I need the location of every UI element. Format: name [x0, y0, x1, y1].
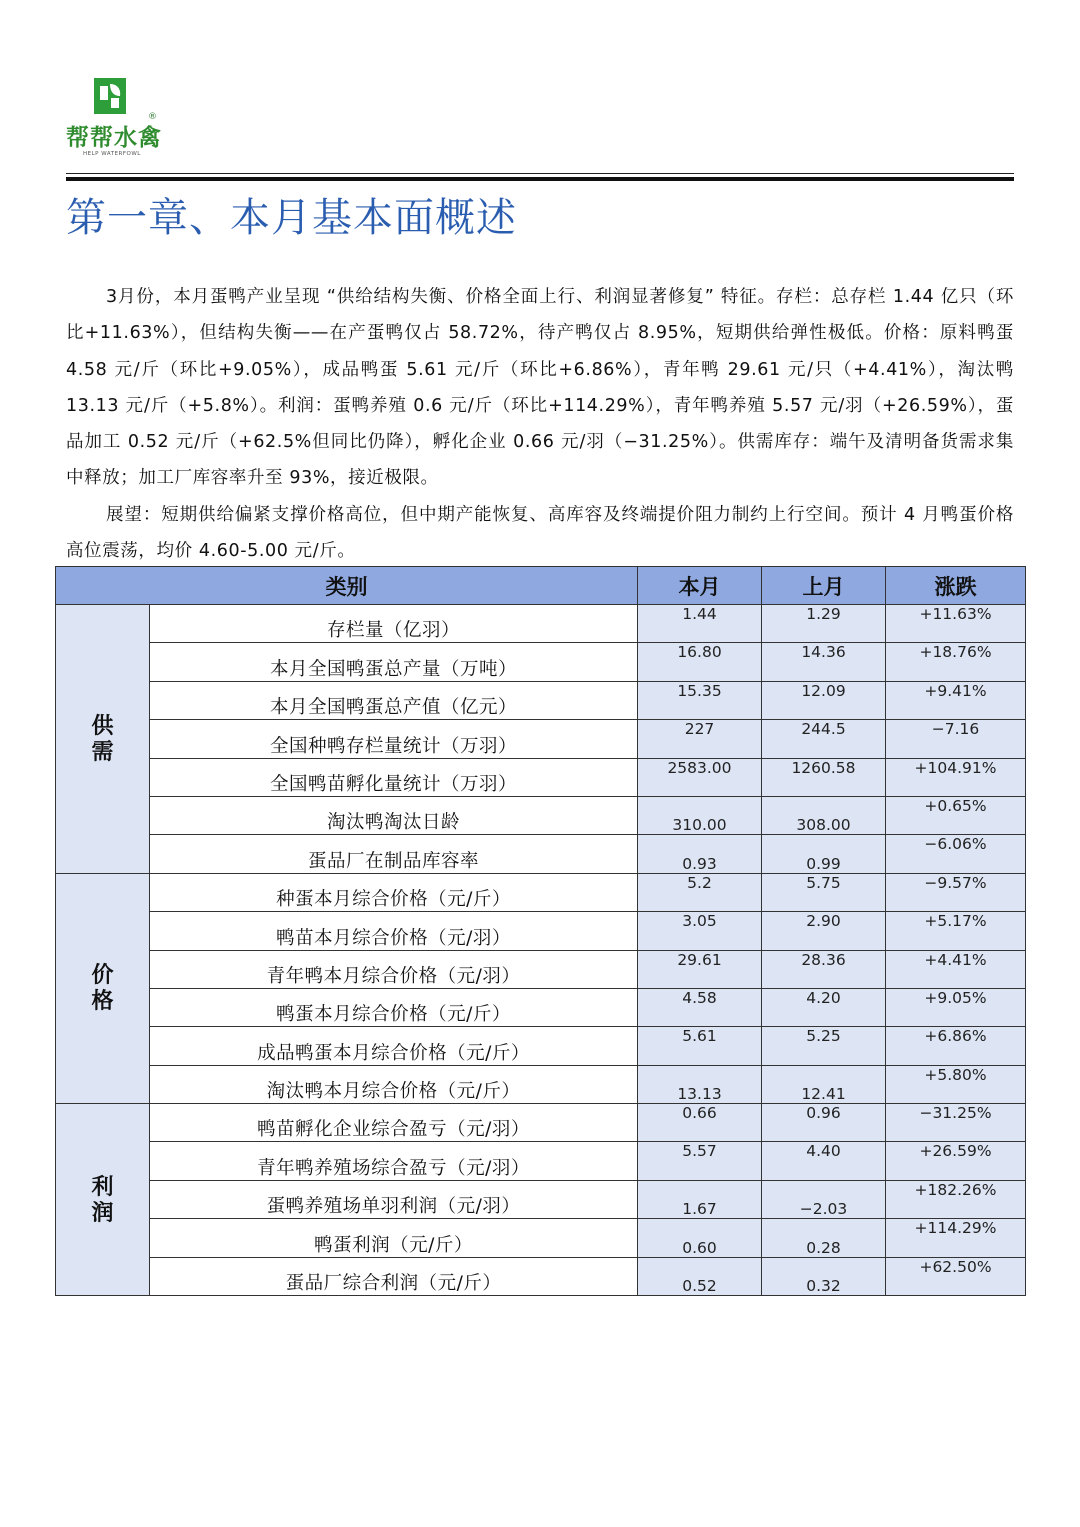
- current-cell: 13.13: [638, 1065, 762, 1103]
- item-cell: 存栏量（亿羽）: [150, 605, 638, 643]
- outlook-paragraph: 展望：短期供给偏紧支撑价格高位，但中期产能恢复、高库容及终端提价阻力制约上行空间。预计 4 月鸭蛋价格高位震荡，均价 4.60-5.00 元/斤。: [66, 505, 1014, 562]
- change-cell: +182.26%: [886, 1180, 1026, 1218]
- item-cell: 蛋品厂综合利润（元/斤）: [150, 1257, 638, 1295]
- current-cell: 227: [638, 720, 762, 758]
- item-cell: 鸭蛋本月综合价格（元/斤）: [150, 988, 638, 1026]
- table-row: [56, 988, 1026, 1026]
- current-cell: 5.57: [638, 1142, 762, 1180]
- table-row: [56, 835, 1026, 873]
- change-cell: −6.06%: [886, 835, 1026, 873]
- table-row: [56, 1219, 1026, 1257]
- header-change: 涨跌: [886, 567, 1026, 605]
- previous-cell: 5.25: [762, 1027, 886, 1065]
- category-cell: [56, 873, 150, 1103]
- item-cell: 本月全国鸭蛋总产量（万吨）: [150, 643, 638, 681]
- table-row: [56, 1104, 1026, 1142]
- change-cell: +9.41%: [886, 681, 1026, 719]
- previous-cell: −2.03: [762, 1180, 886, 1218]
- previous-cell: 5.75: [762, 873, 886, 911]
- change-cell: +5.80%: [886, 1065, 1026, 1103]
- item-cell: 本月全国鸭蛋总产值（亿元）: [150, 681, 638, 719]
- change-cell: −7.16: [886, 720, 1026, 758]
- current-cell: 1.44: [638, 605, 762, 643]
- current-cell: 16.80: [638, 643, 762, 681]
- table-row: [56, 758, 1026, 796]
- change-cell: +6.86%: [886, 1027, 1026, 1065]
- table-row: [56, 1180, 1026, 1218]
- leaf-logo-icon: [94, 78, 126, 114]
- change-cell: −9.57%: [886, 873, 1026, 911]
- change-cell: +114.29%: [886, 1219, 1026, 1257]
- previous-cell: 12.09: [762, 681, 886, 719]
- table-row: [56, 681, 1026, 719]
- table-row: [56, 1142, 1026, 1180]
- current-cell: 4.58: [638, 988, 762, 1026]
- previous-cell: 0.32: [762, 1257, 886, 1295]
- previous-cell: 0.99: [762, 835, 886, 873]
- brand-name: 帮帮水禽: [66, 124, 162, 151]
- header-rule-thin: [66, 173, 1014, 174]
- change-cell: +5.17%: [886, 912, 1026, 950]
- item-cell: 蛋品厂在制品库容率: [150, 835, 638, 873]
- table-row: [56, 796, 1026, 834]
- item-cell: 鸭蛋利润（元/斤）: [150, 1219, 638, 1257]
- category-cell: [56, 605, 150, 874]
- brand-subtitle: HELP WATERFOWL: [83, 151, 141, 157]
- change-cell: +4.41%: [886, 950, 1026, 988]
- item-cell: 成品鸭蛋本月综合价格（元/斤）: [150, 1027, 638, 1065]
- item-cell: 鸭苗本月综合价格（元/羽）: [150, 912, 638, 950]
- current-cell: 5.61: [638, 1027, 762, 1065]
- item-cell: 淘汰鸭淘汰日龄: [150, 796, 638, 834]
- change-cell: +9.05%: [886, 988, 1026, 1026]
- previous-cell: 4.40: [762, 1142, 886, 1180]
- table-row: [56, 720, 1026, 758]
- header-previous: 上月: [762, 567, 886, 605]
- current-cell: 29.61: [638, 950, 762, 988]
- change-cell: +104.91%: [886, 758, 1026, 796]
- category-label: 供需: [91, 712, 114, 765]
- current-cell: 0.93: [638, 835, 762, 873]
- item-cell: 鸭苗孵化企业综合盈亏（元/羽）: [150, 1104, 638, 1142]
- table-row: [56, 873, 1026, 911]
- table-row: [56, 605, 1026, 643]
- table-header-row: [56, 567, 1026, 605]
- logo: [66, 78, 176, 164]
- item-cell: 青年鸭本月综合价格（元/羽）: [150, 950, 638, 988]
- change-cell: +11.63%: [886, 605, 1026, 643]
- current-cell: 0.66: [638, 1104, 762, 1142]
- current-cell: 3.05: [638, 912, 762, 950]
- change-cell: −31.25%: [886, 1104, 1026, 1142]
- current-cell: 1.67: [638, 1180, 762, 1218]
- category-cell: [56, 1104, 150, 1296]
- header-category: 类别: [56, 567, 638, 605]
- table-row: [56, 1027, 1026, 1065]
- item-cell: 种蛋本月综合价格（元/斤）: [150, 873, 638, 911]
- item-cell: 淘汰鸭本月综合价格（元/斤）: [150, 1065, 638, 1103]
- header-current: 本月: [638, 567, 762, 605]
- item-cell: 全国种鸭存栏量统计（万羽）: [150, 720, 638, 758]
- table-row: [56, 950, 1026, 988]
- table-row: [56, 1257, 1026, 1295]
- previous-cell: 4.20: [762, 988, 886, 1026]
- current-cell: 15.35: [638, 681, 762, 719]
- item-cell: 蛋鸭养殖场单羽利润（元/羽）: [150, 1180, 638, 1218]
- change-cell: +0.65%: [886, 796, 1026, 834]
- change-cell: +62.50%: [886, 1257, 1026, 1295]
- previous-cell: 1.29: [762, 605, 886, 643]
- item-cell: 青年鸭养殖场综合盈亏（元/羽）: [150, 1142, 638, 1180]
- current-cell: 0.52: [638, 1257, 762, 1295]
- current-cell: 2583.00: [638, 758, 762, 796]
- table-row: [56, 1065, 1026, 1103]
- indicator-table: [55, 566, 1026, 1296]
- table-row: [56, 643, 1026, 681]
- previous-cell: 308.00: [762, 796, 886, 834]
- current-cell: 0.60: [638, 1219, 762, 1257]
- current-cell: 5.2: [638, 873, 762, 911]
- registered-mark: ®: [148, 112, 157, 122]
- summary-paragraph: 3月份，本月蛋鸭产业呈现 “供给结构失衡、价格全面上行、利润显著修复” 特征。存栏：总存栏 1.44 亿只（环比+11.63%），但结构失衡——在产蛋鸭仅占 58.72%，待产鸭仅占 8.95%，短期供给弹性极低。价格：原料鸭蛋 4.58 元/斤（环比+9.05%），成品鸭蛋 5.61 元/斤（环比+6.86%），青年鸭 29.61 元/只（+4.41%），淘汰鸭 13.13 元/斤（+5.8%）。利润：蛋鸭养殖 0.6 元/斤（环比+114.29%），青年鸭养殖 5.57 元/羽（+26.59%），蛋品加工 0.52 元/斤（+62.5%但同比仍降），孵化企业 0.66 元/羽（−31.25%）。供需库存：端午及清明备货需求集中释放；加工厂库容率升至 93%，接近极限。: [66, 287, 1014, 489]
- current-cell: 310.00: [638, 796, 762, 834]
- previous-cell: 244.5: [762, 720, 886, 758]
- change-cell: +18.76%: [886, 643, 1026, 681]
- previous-cell: 0.28: [762, 1219, 886, 1257]
- category-label: 价格: [91, 962, 114, 1015]
- change-cell: +26.59%: [886, 1142, 1026, 1180]
- category-label: 利润: [91, 1173, 114, 1226]
- header-rule-thick: [66, 177, 1014, 181]
- previous-cell: 2.90: [762, 912, 886, 950]
- previous-cell: 28.36: [762, 950, 886, 988]
- previous-cell: 12.41: [762, 1065, 886, 1103]
- previous-cell: 0.96: [762, 1104, 886, 1142]
- previous-cell: 1260.58: [762, 758, 886, 796]
- chapter-title: 第一章、本月基本面概述: [66, 195, 517, 241]
- item-cell: 全国鸭苗孵化量统计（万羽）: [150, 758, 638, 796]
- table-row: [56, 912, 1026, 950]
- previous-cell: 14.36: [762, 643, 886, 681]
